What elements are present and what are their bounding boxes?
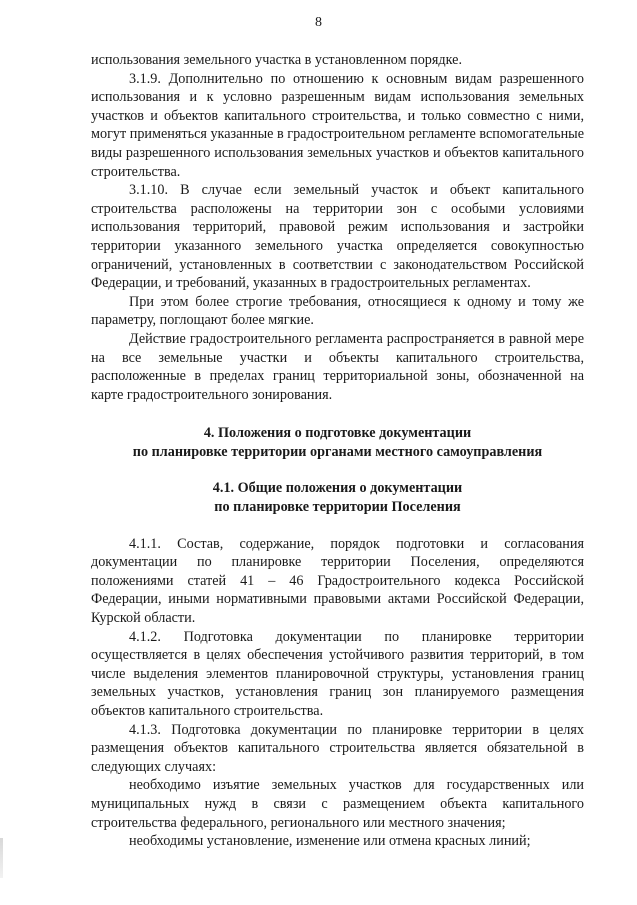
paragraph-3-1-10: 3.1.10. В случае если земельный участок и объект капитального строительства расположены на территории зон с особыми условиями использования территорий, правовой режим использования и застройки территории указанного земельного участка определяется совокупностью ограничений, установленных в соответствии с законодательством Российской Федерации, и требований, указанных в градостроительных регламентах. (91, 182, 584, 292)
subsection-heading-line-1: 4.1. Общие положения о документации (212, 480, 463, 497)
paragraph-3-1-9: 3.1.9. Дополнительно по отношению к основным видам разрешенного использования и к условно разрешенным видам использования земельных участков и объектов капитального строительства, и только совместно с ними, могут применяться указанные в градостроительном регламенте вспомогательные виды разрешенного использования земельных участков и объектов капитального строительства. (91, 70, 584, 180)
paragraph-4-1-2: 4.1.2. Подготовка документации по планировке территории осуществляется в целях обеспечения устойчивого развития территорий, в том числе выделения элементов планировочной структуры, установления границ земельных участков, установления границ зон планируемого размещения объектов капитального строительства. (91, 628, 584, 719)
list-item-land-seizure: необходимо изъятие земельных участков для государственных или муниципальных нужд в связи с размещением объекта капитального строительства федерального, регионального или местного значения; (91, 777, 584, 831)
section-heading (91, 424, 584, 461)
paragraph-4-1-3: 4.1.3. Подготовка документации по планировке территории в целях размещения объектов капитального строительства является обязательной в следующих случаях: (91, 721, 584, 775)
paragraph-stricter-requirements: При этом более строгие требования, относящиеся к одному и тому же параметру, поглощают более мягкие. (91, 293, 584, 329)
document-body (91, 51, 584, 851)
section-heading-line-2: по планировке территории органами местного самоуправления (132, 443, 543, 460)
list-item-red-lines: необходимы установление, изменение или отмена красных линий; (129, 833, 531, 850)
subsection-heading-line-2: по планировке территории Поселения (214, 499, 461, 516)
paragraph-continuation: использования земельного участка в установленном порядке. (91, 52, 463, 68)
section-heading-line-1: 4. Положения о подготовке документации (203, 425, 472, 442)
paragraph-regulation-scope: Действие градостроительного регламента распространяется в равной мере на все земельные участки и объекты капитального строительства, расположенные в пределах границ территориальной зоны, обозначенной на карте градостроительного зонирования. (91, 330, 584, 403)
paragraph-4-1-1: 4.1.1. Состав, содержание, порядок подготовки и согласования документации по планировке территории Поселения, определяются положениями статей 41 – 46 Градостроительного кодекса Российской Федерации, иными нормативными правовыми актами Российской Федерации, Курской области. (91, 535, 584, 627)
scan-edge-mark (0, 838, 3, 878)
subsection-heading (91, 479, 584, 516)
page-number: 8 (315, 15, 322, 30)
